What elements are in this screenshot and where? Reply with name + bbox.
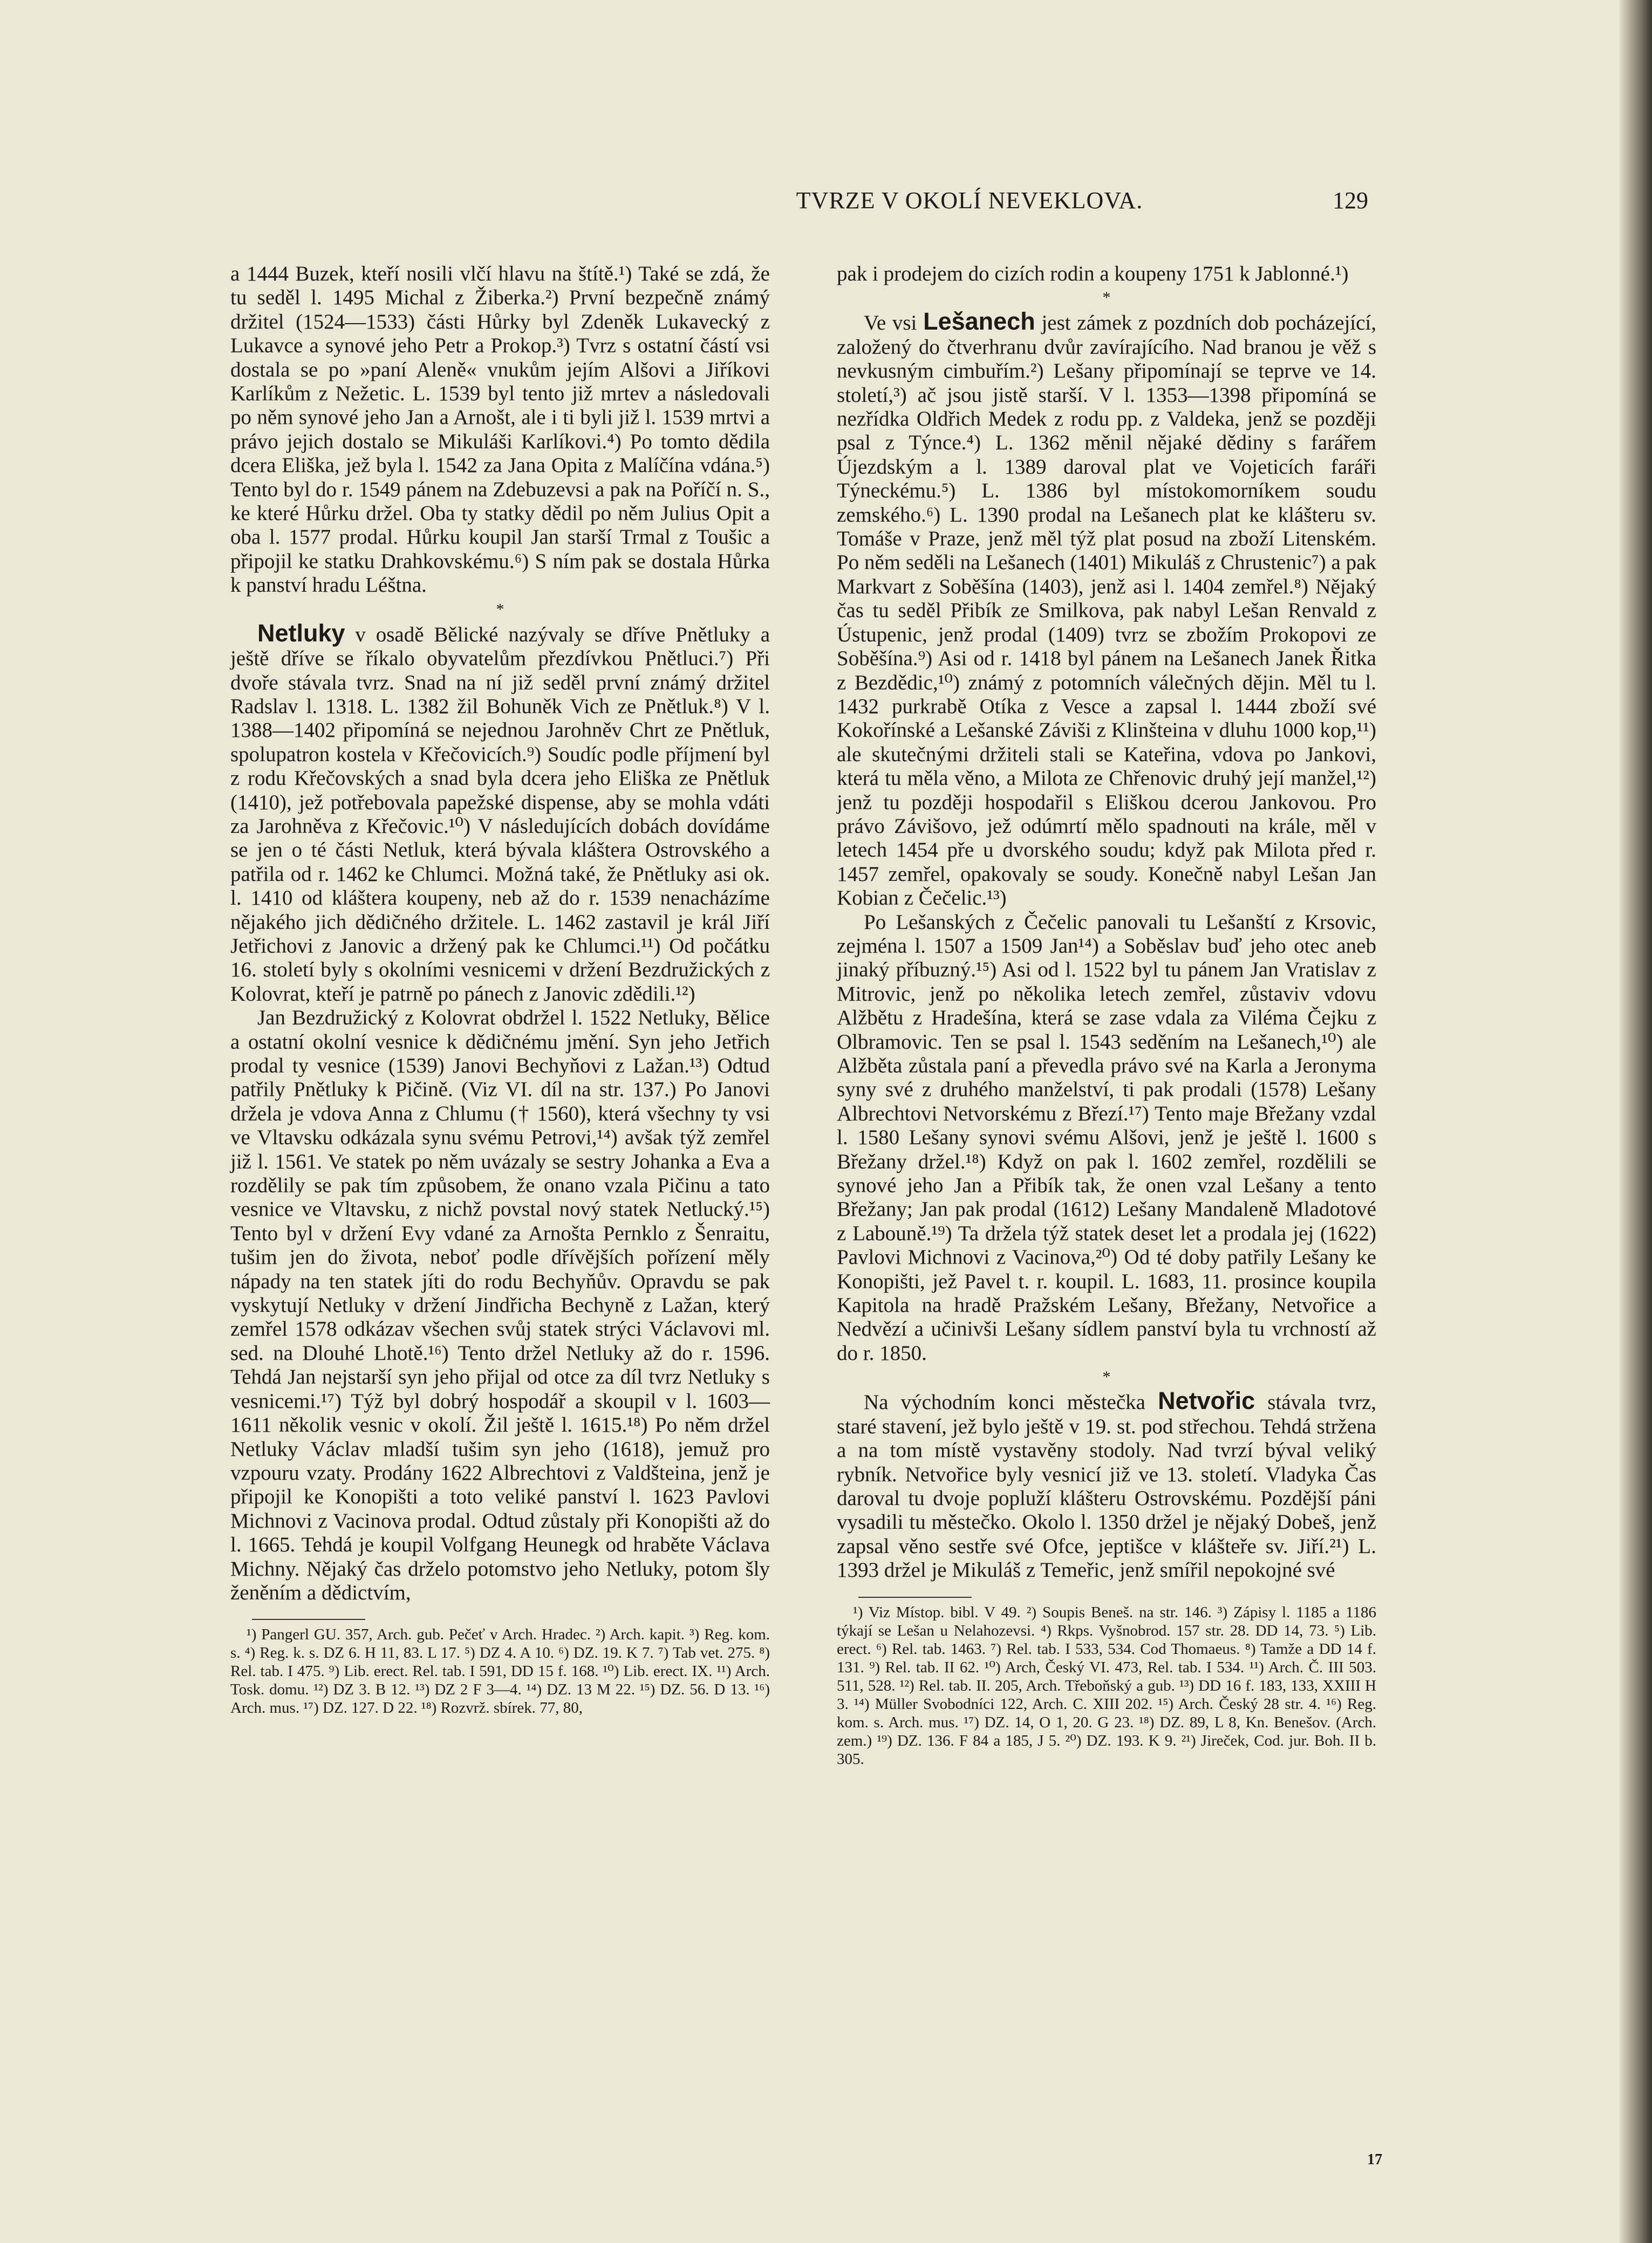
lesany-lead: Ve vsi [864, 311, 917, 335]
book-spine-shadow [1620, 0, 1652, 2243]
left-footnotes [230, 1625, 770, 1717]
right-paragraph-continuation: pak i prodejem do cizích rodin a koupeny 1751 k Jablonné.¹) [837, 262, 1349, 285]
left-paragraph-netluky [230, 621, 770, 1007]
page-number: 129 [1333, 187, 1368, 214]
section-divider-star: * [1102, 1368, 1111, 1386]
right-footnotes-text: ¹) Viz Místop. bibl. V 49. ²) Soupis Beneš. na str. 146. ³) Zápisy l. 1185 a 1186 týkají se Lešan u Nelahozevsi. ⁴) Rkps. Vyšnobrod. 157 str. 28. DD 14, 73. ⁵) Lib. erect. ⁶) Rel. tab. 1463. ⁷) Rel. tab. I 533, 534. Cod Thomaeus. ⁸) Tamže a DD 14 f. 131. ⁹) Rel. tab. II 62. ¹⁰) Arch, Český VI. 473, Rel. tab. I 534. ¹¹) Arch. Č. III 503. 511, 528. ¹²) Rel. tab. II. 205, Arch. Třeboňský a gub. ¹³) DD 16 f. 183, 133, XXIII H 3. ¹⁴) Müller Svobodníci 122, Arch. C. XIII 202. ¹⁵) Arch. Český 28 str. 4. ¹⁶) Reg. kom. s. Arch. mus. ¹⁷) DZ. 14, O 1, 20. G 23. ¹⁸) DZ. 89, L 8, Kn. Benešov. (Arch. zem.) ¹⁹) DZ. 136. F 84 a 185, J 5. ²⁰) DZ. 193. K 9. ²¹) Jireček, Cod. jur. Boh. II b. 305. [837, 1603, 1376, 1768]
right-footnotes [837, 1603, 1376, 1768]
section-title-netvorice: Netvořic [1158, 1387, 1255, 1415]
footnote-rule [252, 1619, 365, 1620]
netvorice-text: stávala tvrz, staré stavení, jež bylo ještě v 19. st. pod střechou. Tehdá stržena a na tom místě vystavěny stodoly. Nad tvrzí býval veliký rybník. Netvořice byly vesnicí již ve 13. století. Vladyka Čas daroval tu dvoje popluží klášteru Ostrovskému. Pozdější páni vysadili tu městečko. Okolo l. 1350 držel je nějaký Dobeš, jenž zapsal věno sestře své Ofce, jeptišce v klášteře sv. Jiří.²¹) L. 1393 držel je Mikuláš z Temeřic, jenž smířil nepokojné své [837, 1391, 1376, 1582]
section-divider-star: * [496, 600, 504, 618]
left-footnotes-text: ¹) Pangerl GU. 357, Arch. gub. Pečeť v Arch. Hradec. ²) Arch. kapit. ³) Reg. kom. s. ⁴) Reg. k. s. DZ 6. H 11, 83. L 17. ⁵) DZ 4. A 10. ⁶) DZ. 19. K 7. ⁷) Tab vet. 275. ⁸) Rel. tab. I 475. ⁹) Lib. erect. Rel. tab. I 591, DD 15 f. 168. ¹⁰) Lib. erect. IX. ¹¹) Arch. Tosk. domu. ¹²) DZ 3. B 12. ¹³) DZ 2 F 3—4. ¹⁴) DZ. 13 M 22. ¹⁵) DZ. 56. D 13. ¹⁶) Arch. mus. ¹⁷) DZ. 127. D 22. ¹⁸) Rozvrž. sbírek. 77, 80, [230, 1626, 770, 1717]
left-paragraph-bezdruzicky: Jan Bezdružický z Kolovrat obdržel l. 1522 Netluky, Bělice a ostatní okolní vesnice k dědičnému jmění. Syn jeho Jetřich prodal ty vesnice (1539) Janovi Bechyňovi z Lažan.¹³) Odtud patřily Pnětluky k Pičině. (Viz VI. díl na str. 137.) Po Janovi držela je vdova Anna z Chlumu († 1560), která všechny ty vsi ve Vltavsku odkázala synu svému Petrovi,¹⁴) avšak týž zemřel již l. 1561. Ve statek po něm uvázaly se sestry Johanka a Eva a rozdělily se pak tím způsobem, že onano vzala Pičinu a tato vesnice ve Vltavsku, z nichž povstal nový statek Netlucký.¹⁵) Tento byl v držení Evy vdané za Arnošta Pernklo z Šenraitu, tušim jen do života, neboť podle dřívějších pořízení měly nápady na ten statek jíti do rodu Bechyňův. Opravdu se pak vyskytují Netluky v držení Jindřicha Bechyně z Lažan, který zemřel 1578 odkázav všechen svůj statek strýci Václavovi ml. sed. na Dlouhé Lhotě.¹⁶) Tento držel Netluky až do r. 1596. Tehdá Jan nejstarší syn jeho přijal od otce za díl tvrz Netluky s vesnicemi.¹⁷) Týž byl dobrý hospodář a skoupil v l. 1603—1611 několik vesnic v okolí. Žil ještě l. 1615.¹⁸) Po něm držel Netluky Václav mladší tušim syn jeho (1618), jemuž pro vzpouru vzaty. Prodány 1622 Albrechtovi z Valdšteina, jenž je připojil ke Konopišti a toto veliké panství l. 1623 Pavlovi Michnovi z Vacinova prodal. Odtud zůstaly při Konopišti až do l. 1665. Tehdá je koupil Volfgang Heunegk od hraběte Václava Michny. Nějaký čas drželo potomstvo jeho Netluky, potom šly ženěním a dědictvím, [230, 1006, 770, 1604]
right-paragraph-lesansti: Po Lešanských z Čečelic panovali tu Lešanští z Krsovic, zejména l. 1507 a 1509 Jan¹⁴) a Soběslav buď jeho otec aneb jinaký příbuzný.¹⁵) Asi od l. 1522 byl tu pánem Jan Vratislav z Mitrovic, jenž po několika letech zemřel, zůstaviv vdovu Alžbětu z Hradešína, která se zase vdala za Viléma Čejku z Olbramovic. Ten se psal l. 1543 seděním na Lešanech,¹⁰) ale Alžběta zůstala paní a převedla právo své na Karla a Jeronyma syny své z druhého manželství, ti pak prodali (1578) Lešany Albrechtovi Netvorskému z Březí.¹⁷) Tento maje Břežany vzdal l. 1580 Lešany synovi svému Alšovi, jenž je ještě l. 1600 s Břežany držel.¹⁸) Když on pak l. 1602 zemřel, rozdělili se synové jeho Jan a Přibík tak, že onen vzal Lešany a tento Břežany; Jan pak prodal (1612) Lešany Mandaleně Mladotové z Labouně.¹⁹) Ta držela týž statek deset let a prodala jej (1622) Pavlovi Michnovi z Vacinova,²⁰) Od té doby patřily Lešany ke Konopišti, jež Pavel t. r. koupil. L. 1683, 11. prosince koupila Kapitola na hradě Pražském Lešany, Břežany, Netvořice a Nedvězí a učinivši Lešany sídlem panství byla tu vrchností až do r. 1850. [837, 910, 1376, 1365]
lesany-text: jest zámek z pozdních dob pocházející, založený do čtverhranu dvůr zavírajícího. Nad branou je věž s nevkusným cimbuřím.²) Lešany připomínají se teprve ve 14. století,³) ač jsou jistě starší. V l. 1353—1398 připomíná se nezřídka Oldřich Medek z rodu pp. z Valdeka, jenž se později psal z Týnce.⁴) L. 1362 měnil nějaké dědiny s farářem Újezdským a l. 1389 daroval plat ve Vojeticích faráři Týneckému.⁵) L. 1386 byl místokomorníkem soudu zemského.⁶) L. 1390 prodal na Lešanech plat ke klášteru sv. Tomáše v Praze, jenž měl týž plat posud na zboží Litenském. Po něm seděli na Lešanech (1401) Mikuláš z Chrustenic⁷) a pak Markvart z Soběšína (1403), jenž asi l. 1404 zemřel.⁸) Nějaký čas tu seděl Přibík ze Smilkova, pak nabyl Lešan Renvald z Ústupenic, jenž prodal (1409) tvrz se zbožím Prokopovi ze Soběšína.⁹) Asi od r. 1418 byl pánem na Lešanech Janek Řitka z Bezdědic,¹⁰) známý z potomních válečných dějin. Měl tu l. 1432 purkrabě Otíka z Vesce a zapsal l. 1444 zboží své Kokořínské a Lešanské Záviši z Klinšteina v dluhu 1000 kop,¹¹) ale skutečnými držiteli stali se Kateřina, vdova po Jankovi, která tu měla věno, a Milota ze Chřenovic druhý její manžel,¹²) jenž tu později hospodařil s Eliškou dcerou Jankovou. Pro právo Závišovo, jež odúmrtí mělo spadnouti na krále, měl v letech 1454 pře u dvorského soudu; když pak Milota před r. 1457 zemřel, opakovaly se soudy. Konečně nabyl Lešan Jan Kobian z Čečelic.¹³) [837, 311, 1377, 910]
section-divider-star: * [1102, 289, 1111, 307]
section-title-netluky: Netluky [257, 619, 345, 647]
netvorice-lead: Na východním konci městečka [864, 1391, 1145, 1414]
right-column [837, 262, 1376, 1768]
section-title-lesany: Lešanech [923, 307, 1035, 336]
left-column [230, 262, 770, 1717]
netluky-text: v osadě Bělické nazývaly se dříve Pnětluky a ještě dříve se říkalo obyvatelům přezdívkou Pnětluci.⁷) Při dvoře stávala tvrz. Snad na ní již seděl první známý držitel Radslav l. 1318. L. 1382 žil Bohuněk Vich ze Pnětluk.⁸) V l. 1388—1402 připomíná se nejednou Jarohněv Chrt ze Pnětluk, spolupatron kostela v Křečovicích.⁹) Soudíc podle příjmení byl z rodu Křečovských a snad byla dcera jeho Eliška ze Pnětluk (1410), jež potřebovala papežské dispense, aby se mohla vdáti za Jarohněva z Křečovic.¹⁰) V následujících dobách dovídáme se jen o té části Netluk, která bývala kláštera Ostrovského a patřila od r. 1462 ke Chlumci. Možná také, že Pnětluky asi ok. l. 1410 od kláštera koupeny, neb až do r. 1539 nenacházíme nějakého jich dědičného držitele. L. 1462 zastavil je král Jiří Jetřichovi z Janovic a držený pak ke Chlumci.¹¹) Od počátku 16. století byly s okolními vesnicemi v držení Bezdružických z Kolovrat, kteří je patrně po pánech z Janovic zdědili.¹²) [230, 623, 770, 1006]
running-header: TVRZE V OKOLÍ NEVEKLOVA. [796, 187, 1143, 214]
right-paragraph-netvorice [837, 1389, 1376, 1582]
footnote-rule [858, 1597, 972, 1598]
printer-signature: 17 [1367, 2151, 1382, 2168]
right-paragraph-lesany [837, 307, 1377, 910]
left-paragraph-hurka: a 1444 Buzek, kteří nosili vlčí hlavu na štítě.¹) Také se zdá, že tu seděl l. 1495 Michal z Žiberka.²) První bezpečně známý držitel (1524—1533) části Hůrky byl Zdeněk Lukavecký z Lukavce a synové jeho Petr a Prokop.³) Tvrz s ostatní částí vsi dostala se po »paní Aleně« vnukům jejím Alšovi a Jiříkovi Karlíkům z Nežetic. L. 1539 byl tento již mrtev a následovali po něm synové jeho Jan a Arnošt, ale i ti byli již l. 1539 mrtvi a právo jejich dostalo se Mikuláši Karlíkovi.⁴) Po tomto dědila dcera Eliška, jež byla l. 1542 za Jana Opita z Malíčína vdána.⁵) Tento byl do r. 1549 pánem na Zdebuzevsi a pak na Poříčí n. S., ke které Hůrku držel. Oba ty statky dědil po něm Julius Opit a oba l. 1577 prodal. Hůrku koupil Jan starší Trmal z Toušic a připojil ke statku Drahkovskému.⁶) S ním pak se dostala Hůrka k panství hradu Léštna. [230, 262, 770, 597]
